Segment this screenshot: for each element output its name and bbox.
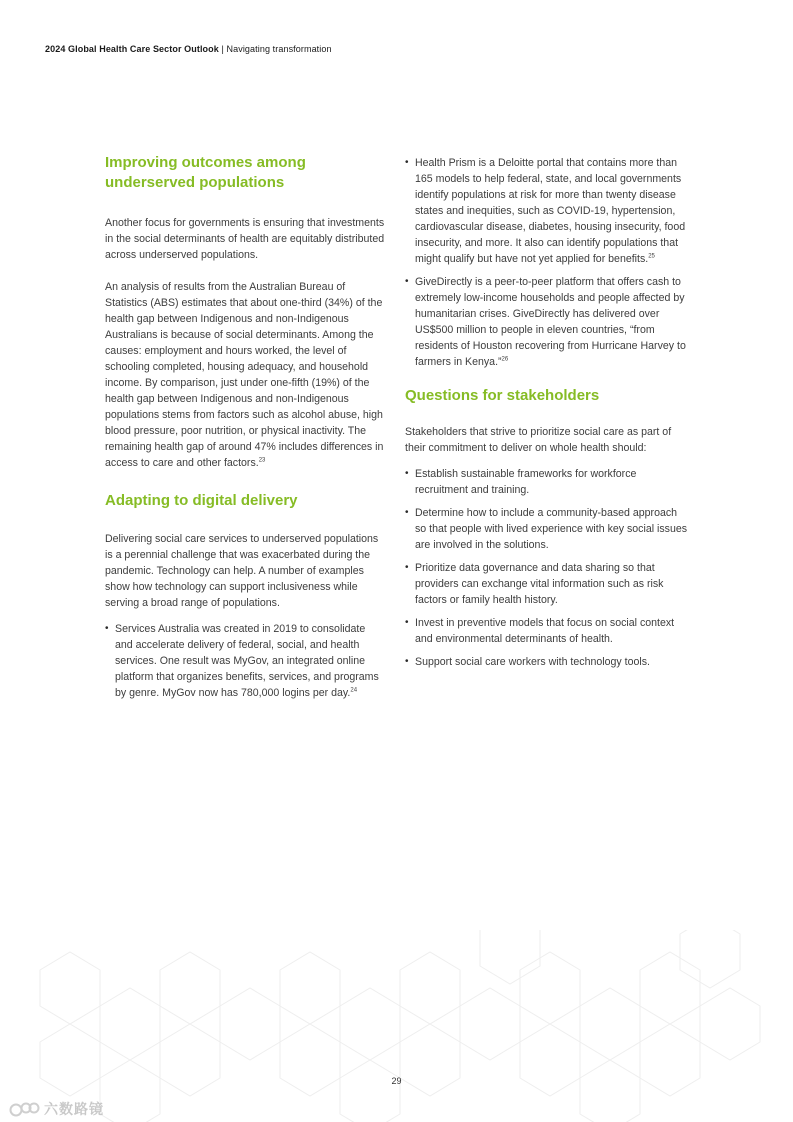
watermark-logo-icon xyxy=(8,1101,40,1117)
bullet-icon: • xyxy=(405,617,409,628)
list-item xyxy=(405,505,690,553)
digital-examples-list xyxy=(105,621,385,701)
list-item xyxy=(405,466,690,498)
list-item-text: Determine how to include a community-based approach so that people with lived experience with key social issues are involved in the solutions. xyxy=(415,507,688,551)
list-item-text: Health Prism is a Deloitte portal that contains more than 165 models to help federal, state, and local governments identify populations at risk for more than twenty disease states and inequities, such as COVID-19, hypertension, cardiovascular disease, diabetes, housing insecurity, food insecurity, and more. It also can identify populations that might qualify but have not yet applied for benefits. xyxy=(415,157,686,265)
page-number: 29 xyxy=(391,1076,402,1086)
footnote-ref[interactable]: 24 xyxy=(350,687,358,694)
footnote-ref[interactable]: 26 xyxy=(501,356,509,363)
list-item-text: Prioritize data governance and data sharing so that providers can exchange vital information such as risk factors or family health history. xyxy=(415,562,664,606)
bullet-icon: • xyxy=(405,656,409,667)
paragraph-abs-text: An analysis of results from the Australian Bureau of Statistics (ABS) estimates that about one-third (34%) of the health gap between Indigenous and non-Indigenous Australians is because of social determinants. Among the causes: employment and hours worked, the level of schooling completed, housing adequacy, and household income. By comparison, just under one-fifth (19%) of the health gap between Indigenous and non-Indigenous populations stems from factors such as alcohol abuse, high blood pressure, poor nutrition, or physical inactivity. The remaining health gap of around 47% includes differences in access to care and other factors. xyxy=(105,281,384,469)
watermark xyxy=(8,1098,104,1120)
stakeholder-actions-list xyxy=(405,466,690,670)
bullet-icon: • xyxy=(405,468,409,479)
footnote-ref[interactable]: 23 xyxy=(258,457,266,464)
section-heading-underserved: Improving outcomes among underserved populations xyxy=(105,154,306,191)
paragraph-stakeholders-intro: Stakeholders that strive to prioritize social care as part of their commitment to deliver on whole health should: xyxy=(405,426,672,454)
list-item xyxy=(405,615,690,647)
hexagon-pattern-decoration xyxy=(0,930,793,1122)
list-item xyxy=(405,155,690,267)
list-item xyxy=(105,621,385,701)
platform-examples-list xyxy=(405,155,690,370)
list-item-text: GiveDirectly is a peer-to-peer platform that offers cash to extremely low-income households and people affected by humanitarian crises. GiveDirectly has delivered over US$500 million to people in eleven countries, “from residents of Houston recovering from Hurricane Harvey to farmers in Kenya.” xyxy=(415,276,686,368)
paragraph-abs-analysis xyxy=(105,279,385,471)
list-item xyxy=(405,274,690,370)
report-title: 2024 Global Health Care Sector Outlook xyxy=(45,44,219,54)
report-subtitle: Navigating transformation xyxy=(226,44,332,54)
list-item xyxy=(405,654,690,670)
paragraph-equity: Another focus for governments is ensuring that investments in the social determinants of health are equitably distributed across underserved populations. xyxy=(105,217,385,261)
footnote-ref[interactable]: 25 xyxy=(648,253,655,260)
left-column xyxy=(105,153,385,701)
list-item xyxy=(405,560,690,608)
bullet-icon: • xyxy=(405,562,409,573)
list-item-text: Services Australia was created in 2019 to consolidate and accelerate delivery of federal, social, and health services. One result was MyGov, an integrated online platform that organizes benefits, services, and programs by genre. MyGov now has 780,000 logins per day. xyxy=(115,623,379,699)
bullet-icon: • xyxy=(405,276,409,287)
paragraph-digital-delivery: Delivering social care services to underserved populations is a perennial challenge that was exacerbated during the pandemic. Technology can help. A number of examples show how technology can support inclusiveness while serving a broad range of populations. xyxy=(105,533,379,609)
bullet-icon: • xyxy=(105,623,109,634)
right-column xyxy=(405,155,690,670)
header-separator: | xyxy=(221,44,224,54)
section-heading-digital: Adapting to digital delivery xyxy=(105,492,298,509)
list-item-text: Invest in preventive models that focus on social context and environmental determinants of health. xyxy=(415,617,675,645)
running-header xyxy=(45,44,332,54)
bullet-icon: • xyxy=(405,507,409,518)
bullet-icon: • xyxy=(405,157,409,168)
section-heading-stakeholders: Questions for stakeholders xyxy=(405,387,600,404)
list-item-text: Establish sustainable frameworks for workforce recruitment and training. xyxy=(415,468,637,496)
watermark-text: 六数路镜 xyxy=(44,1101,104,1117)
list-item-text: Support social care workers with technology tools. xyxy=(415,656,650,668)
